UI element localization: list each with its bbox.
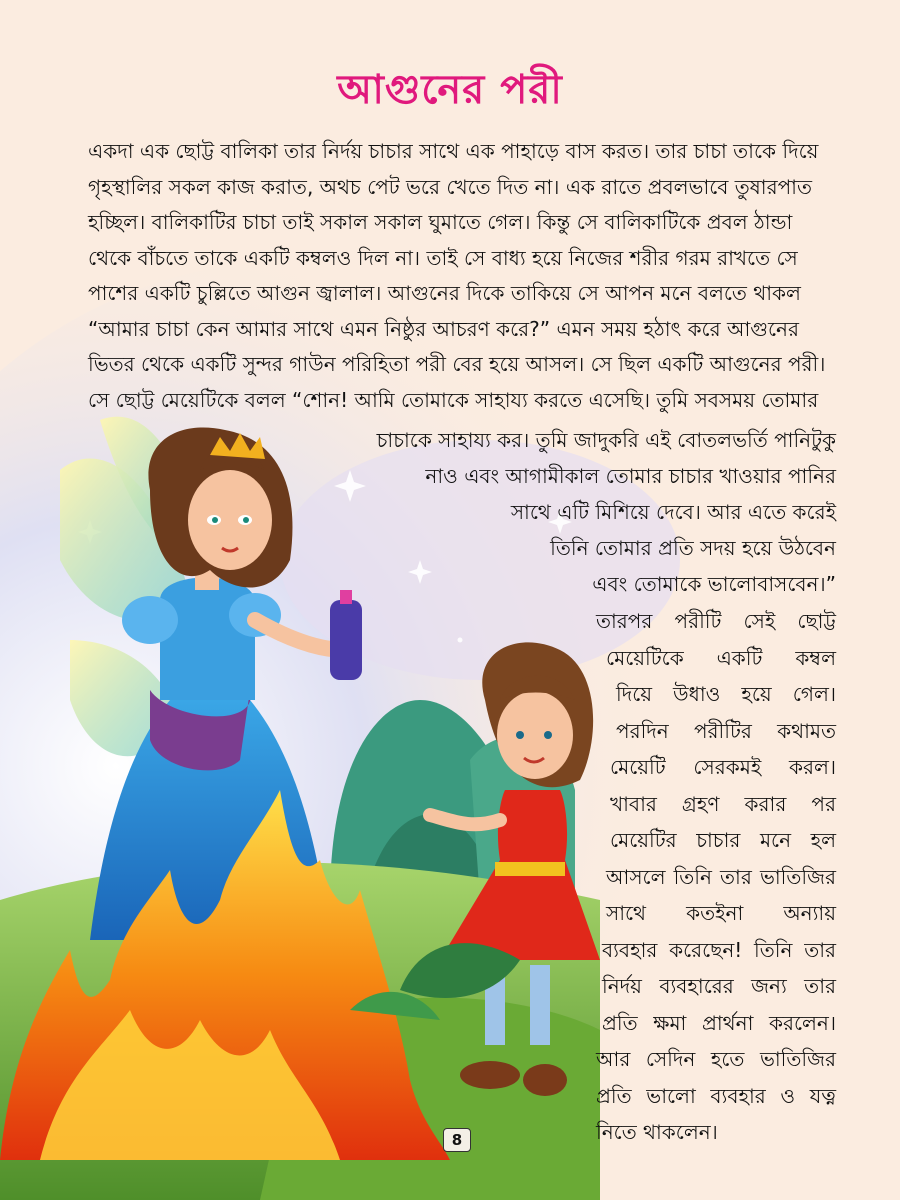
text-line: হচ্ছিল। বালিকাটির চাচা তাই সকাল সকাল ঘুমাতে গেল। কিন্তু সে বালিকাটিকে প্রবল ঠান্ডা bbox=[88, 210, 793, 234]
text-line: সে ছোট্ট মেয়েটিকে বলল “শোন! আমি তোমাকে সাহায্য করতে এসেছি। তুমি সবসময় তোমার bbox=[88, 387, 819, 412]
text-line: ব্যবহার করেছেন! তিনি তার bbox=[602, 937, 836, 962]
text-line: গৃহস্থালির সকল কাজ করাত, অথচ পেট ভরে খেতে দিত না। এক রাতে প্রবলভাবে তুষারপাত bbox=[88, 174, 812, 199]
text-line: “আমার চাচা কেন আমার সাথে এমন নিষ্ঠুর আচরণ করে?” এমন সময় হঠাৎ করে আগুনের bbox=[88, 316, 799, 341]
text-line: পাশের একটি চুল্লিতে আগুন জ্বালাল। আগুনের দিকে তাকিয়ে সে আপন মনে বলতে থাকল bbox=[88, 281, 801, 305]
text-line: খাবার গ্রহণ করার পর bbox=[610, 791, 836, 816]
story-paragraph-full bbox=[88, 134, 836, 418]
text-line: পরদিন পরীটির কথামত bbox=[616, 718, 836, 743]
text-line: প্রতি ক্ষমা প্রার্থনা করলেন। bbox=[602, 1010, 836, 1035]
text-line: নিতে থাকলেন। bbox=[596, 1120, 718, 1144]
text-line: আসলে তিনি তার ভাতিজির bbox=[606, 864, 836, 889]
text-line: তিনি তোমার প্রতি সদয় হয়ে উঠবেন bbox=[550, 536, 836, 560]
text-line: এবং তোমাকে ভালোবাসবেন।” bbox=[592, 572, 836, 596]
text-line: প্রতি ভালো ব্যবহার ও যত্ন bbox=[596, 1083, 836, 1108]
text-line: নাও এবং আগামীকাল তোমার চাচার খাওয়ার পানির bbox=[425, 464, 836, 488]
text-line: ভিতর থেকে একটি সুন্দর গাউন পরিহিতা পরী বের হয়ে আসল। সে ছিল একটি আগুনের পরী। bbox=[88, 352, 826, 376]
text-line: দিয়ে উধাও হয়ে গেল। bbox=[616, 682, 836, 706]
story-paragraph-column bbox=[596, 603, 836, 1151]
text-line: মেয়েটি সেরকমই করল। bbox=[610, 755, 836, 779]
text-line: সাথে কতইনা অন্যায় bbox=[606, 901, 836, 925]
text-line: মেয়েটিকে একটি কম্বল bbox=[606, 645, 836, 670]
text-line: তারপর পরীটি সেই ছোট্ট bbox=[596, 609, 836, 633]
text-line: থেকে বাঁচতে তাকে একটি কম্বলও দিল না। তাই সে বাধ্য হয়ে নিজের শরীর গরম রাখতে সে bbox=[88, 245, 798, 270]
text-line: আর সেদিন হতে ভাতিজির bbox=[596, 1047, 836, 1071]
text-line: মেয়েটির চাচার মনে হল bbox=[610, 828, 836, 852]
text-line: একদা এক ছোট্ট বালিকা তার নির্দয় চাচার সাথে এক পাহাড়ে বাস করত। তার চাচা তাকে দিয়ে bbox=[88, 139, 819, 163]
page-number: 8 bbox=[443, 1128, 471, 1152]
page-title: আগুনের পরী bbox=[337, 67, 563, 113]
text-line: চাচাকে সাহায্য কর। তুমি জাদুকরি এই বোতলভর্তি পানিটুকু bbox=[376, 428, 836, 452]
text-line: নির্দয় ব্যবহারের জন্য তার bbox=[602, 974, 836, 998]
text-line: সাথে এটি মিশিয়ে দেবে। আর এতে করেই bbox=[510, 500, 836, 524]
